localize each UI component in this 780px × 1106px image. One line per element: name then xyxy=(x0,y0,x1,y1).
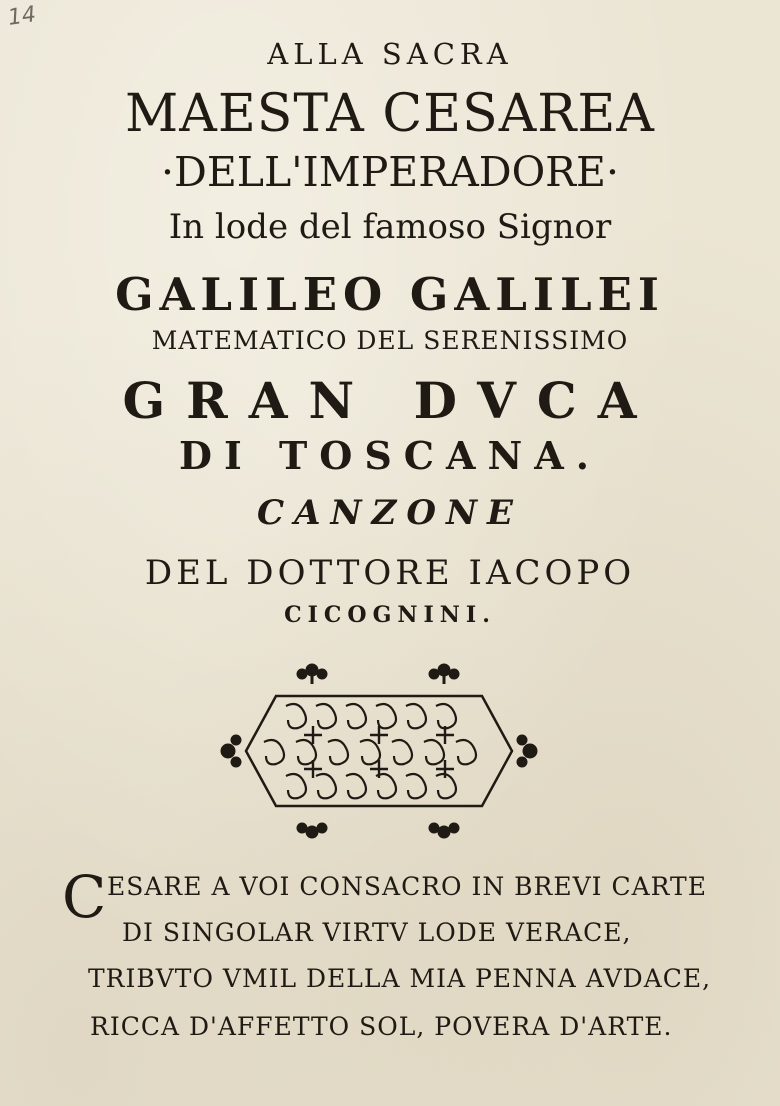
title-line-maesta-cesarea: MAESTA CESAREA xyxy=(125,84,655,144)
ornament-pendant-left xyxy=(298,824,326,837)
verse-line-2: DI SINGOLAR VIRTV LODE VERACE, xyxy=(122,918,632,947)
ornament-finial-left xyxy=(298,665,326,684)
title-line-alla-sacra: ALLA SACRA xyxy=(267,37,513,71)
ornament-tiles xyxy=(264,704,476,798)
verse-drop-cap: C xyxy=(62,863,107,931)
title-line-dottore: DEL DOTTORE IACOPO xyxy=(144,553,636,593)
verse-line-4: RICCA D'AFFETTO SOL, POVERA D'ARTE. xyxy=(90,1012,673,1041)
ornament-pendant-right xyxy=(430,824,458,837)
title-line-matematico: MATEMATICO DEL SERENISSIMO xyxy=(151,326,629,355)
dedication-verse xyxy=(0,864,780,1064)
title-line-toscana: DI TOSCANA. xyxy=(179,433,601,478)
title-line-imperadore: ·DELL'IMPERADORE· xyxy=(160,148,620,196)
verse-line-3: TRIBVTO VMIL DELLA MIA PENNA AVDACE, xyxy=(88,964,712,993)
printers-fleuron-ornament-icon xyxy=(216,656,542,846)
corner-page-mark: 14 xyxy=(6,2,38,31)
ornament-finial-right xyxy=(430,665,458,684)
title-line-in-lode: In lode del famoso Signor xyxy=(168,207,612,247)
ornament-side-right xyxy=(518,736,536,766)
title-line-author: CICOGNINI. xyxy=(284,602,496,628)
title-line-galileo: GALILEO GALILEI xyxy=(115,268,665,321)
ornament-side-left xyxy=(222,736,240,766)
title-line-gran-duca: GRAN DVCA xyxy=(122,371,658,430)
title-line-canzone: CANZONE xyxy=(257,493,523,533)
verse-line-1: ESARE A VOI CONSACRO IN BREVI CARTE xyxy=(107,872,707,901)
